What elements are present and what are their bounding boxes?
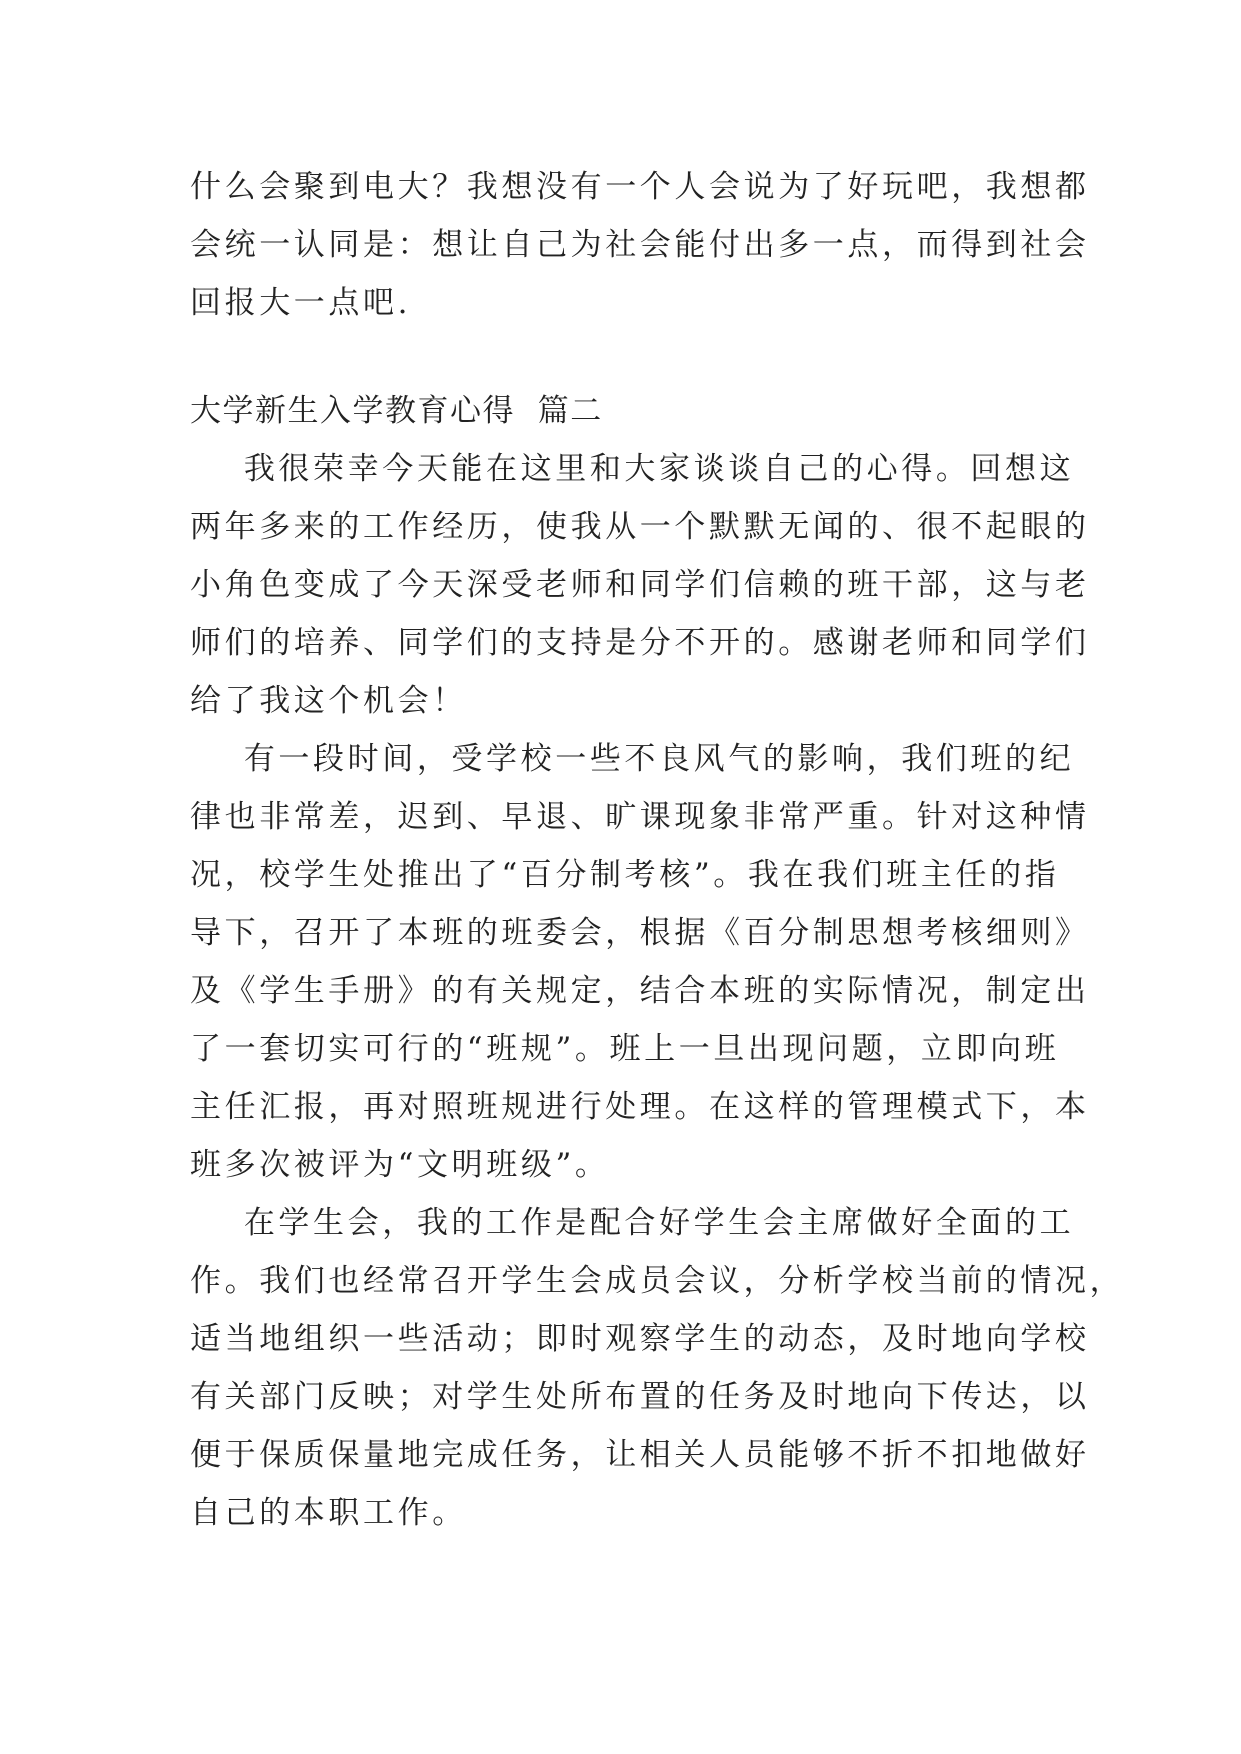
text-line: 回报大一点吧.: [190, 285, 412, 321]
text-line: 况，校学生处推出了“百分制考核”。我在我们班主任的指: [190, 857, 1060, 893]
text-line: 便于保质保量地完成任务，让相关人员能够不折不扣地做好: [190, 1437, 1090, 1473]
text-line: 什么会聚到电大？我想没有一个人会说为了好玩吧，我想都: [190, 169, 1090, 205]
paragraph-gap: [190, 332, 1050, 382]
text-line: 适当地组织一些活动；即时观察学生的动态，及时地向学校: [190, 1321, 1090, 1357]
text-line: 会统一认同是：想让自己为社会能付出多一点，而得到社会: [190, 227, 1090, 263]
text-line: 主任汇报，再对照班规进行处理。在这样的管理模式下，本: [190, 1089, 1090, 1125]
text-line: 导下，召开了本班的班委会，根据《百分制思想考核细则》: [190, 915, 1090, 951]
document-body: [190, 158, 1125, 1542]
paragraph-3: [190, 1194, 1125, 1542]
text-line: 在学生会，我的工作是配合好学生会主席做好全面的工: [190, 1205, 1075, 1241]
text-line: 有一段时间，受学校一些不良风气的影响，我们班的纪: [190, 741, 1075, 777]
section-heading: 大学新生入学教育心得 篇二: [190, 393, 603, 429]
continued-paragraph: [190, 158, 1090, 332]
paragraph-2: [190, 730, 1090, 1194]
text-line: 有关部门反映；对学生处所布置的任务及时地向下传达，以: [190, 1379, 1090, 1415]
text-line: 律也非常差，迟到、早退、旷课现象非常严重。针对这种情: [190, 799, 1090, 835]
text-line: 我很荣幸今天能在这里和大家谈谈自己的心得。回想这: [190, 451, 1075, 487]
text-line: 班多次被评为“文明班级”。: [190, 1147, 610, 1183]
paragraph-1: [190, 440, 1090, 730]
text-line: 自己的本职工作。: [190, 1495, 467, 1531]
text-line: 及《学生手册》的有关规定，结合本班的实际情况，制定出: [190, 973, 1090, 1009]
text-line: 两年多来的工作经历，使我从一个默默无闻的、很不起眼的: [190, 509, 1090, 545]
text-line: 师们的培养、同学们的支持是分不开的。感谢老师和同学们: [190, 625, 1090, 661]
text-line: 了一套切实可行的“班规”。班上一旦出现问题，立即向班: [190, 1031, 1060, 1067]
text-line: 作。我们也经常召开学生会成员会议，分析学校当前的情况，: [190, 1263, 1125, 1299]
text-line: 小角色变成了今天深受老师和同学们信赖的班干部，这与老: [190, 567, 1090, 603]
text-line: 给了我这个机会！: [190, 683, 467, 719]
